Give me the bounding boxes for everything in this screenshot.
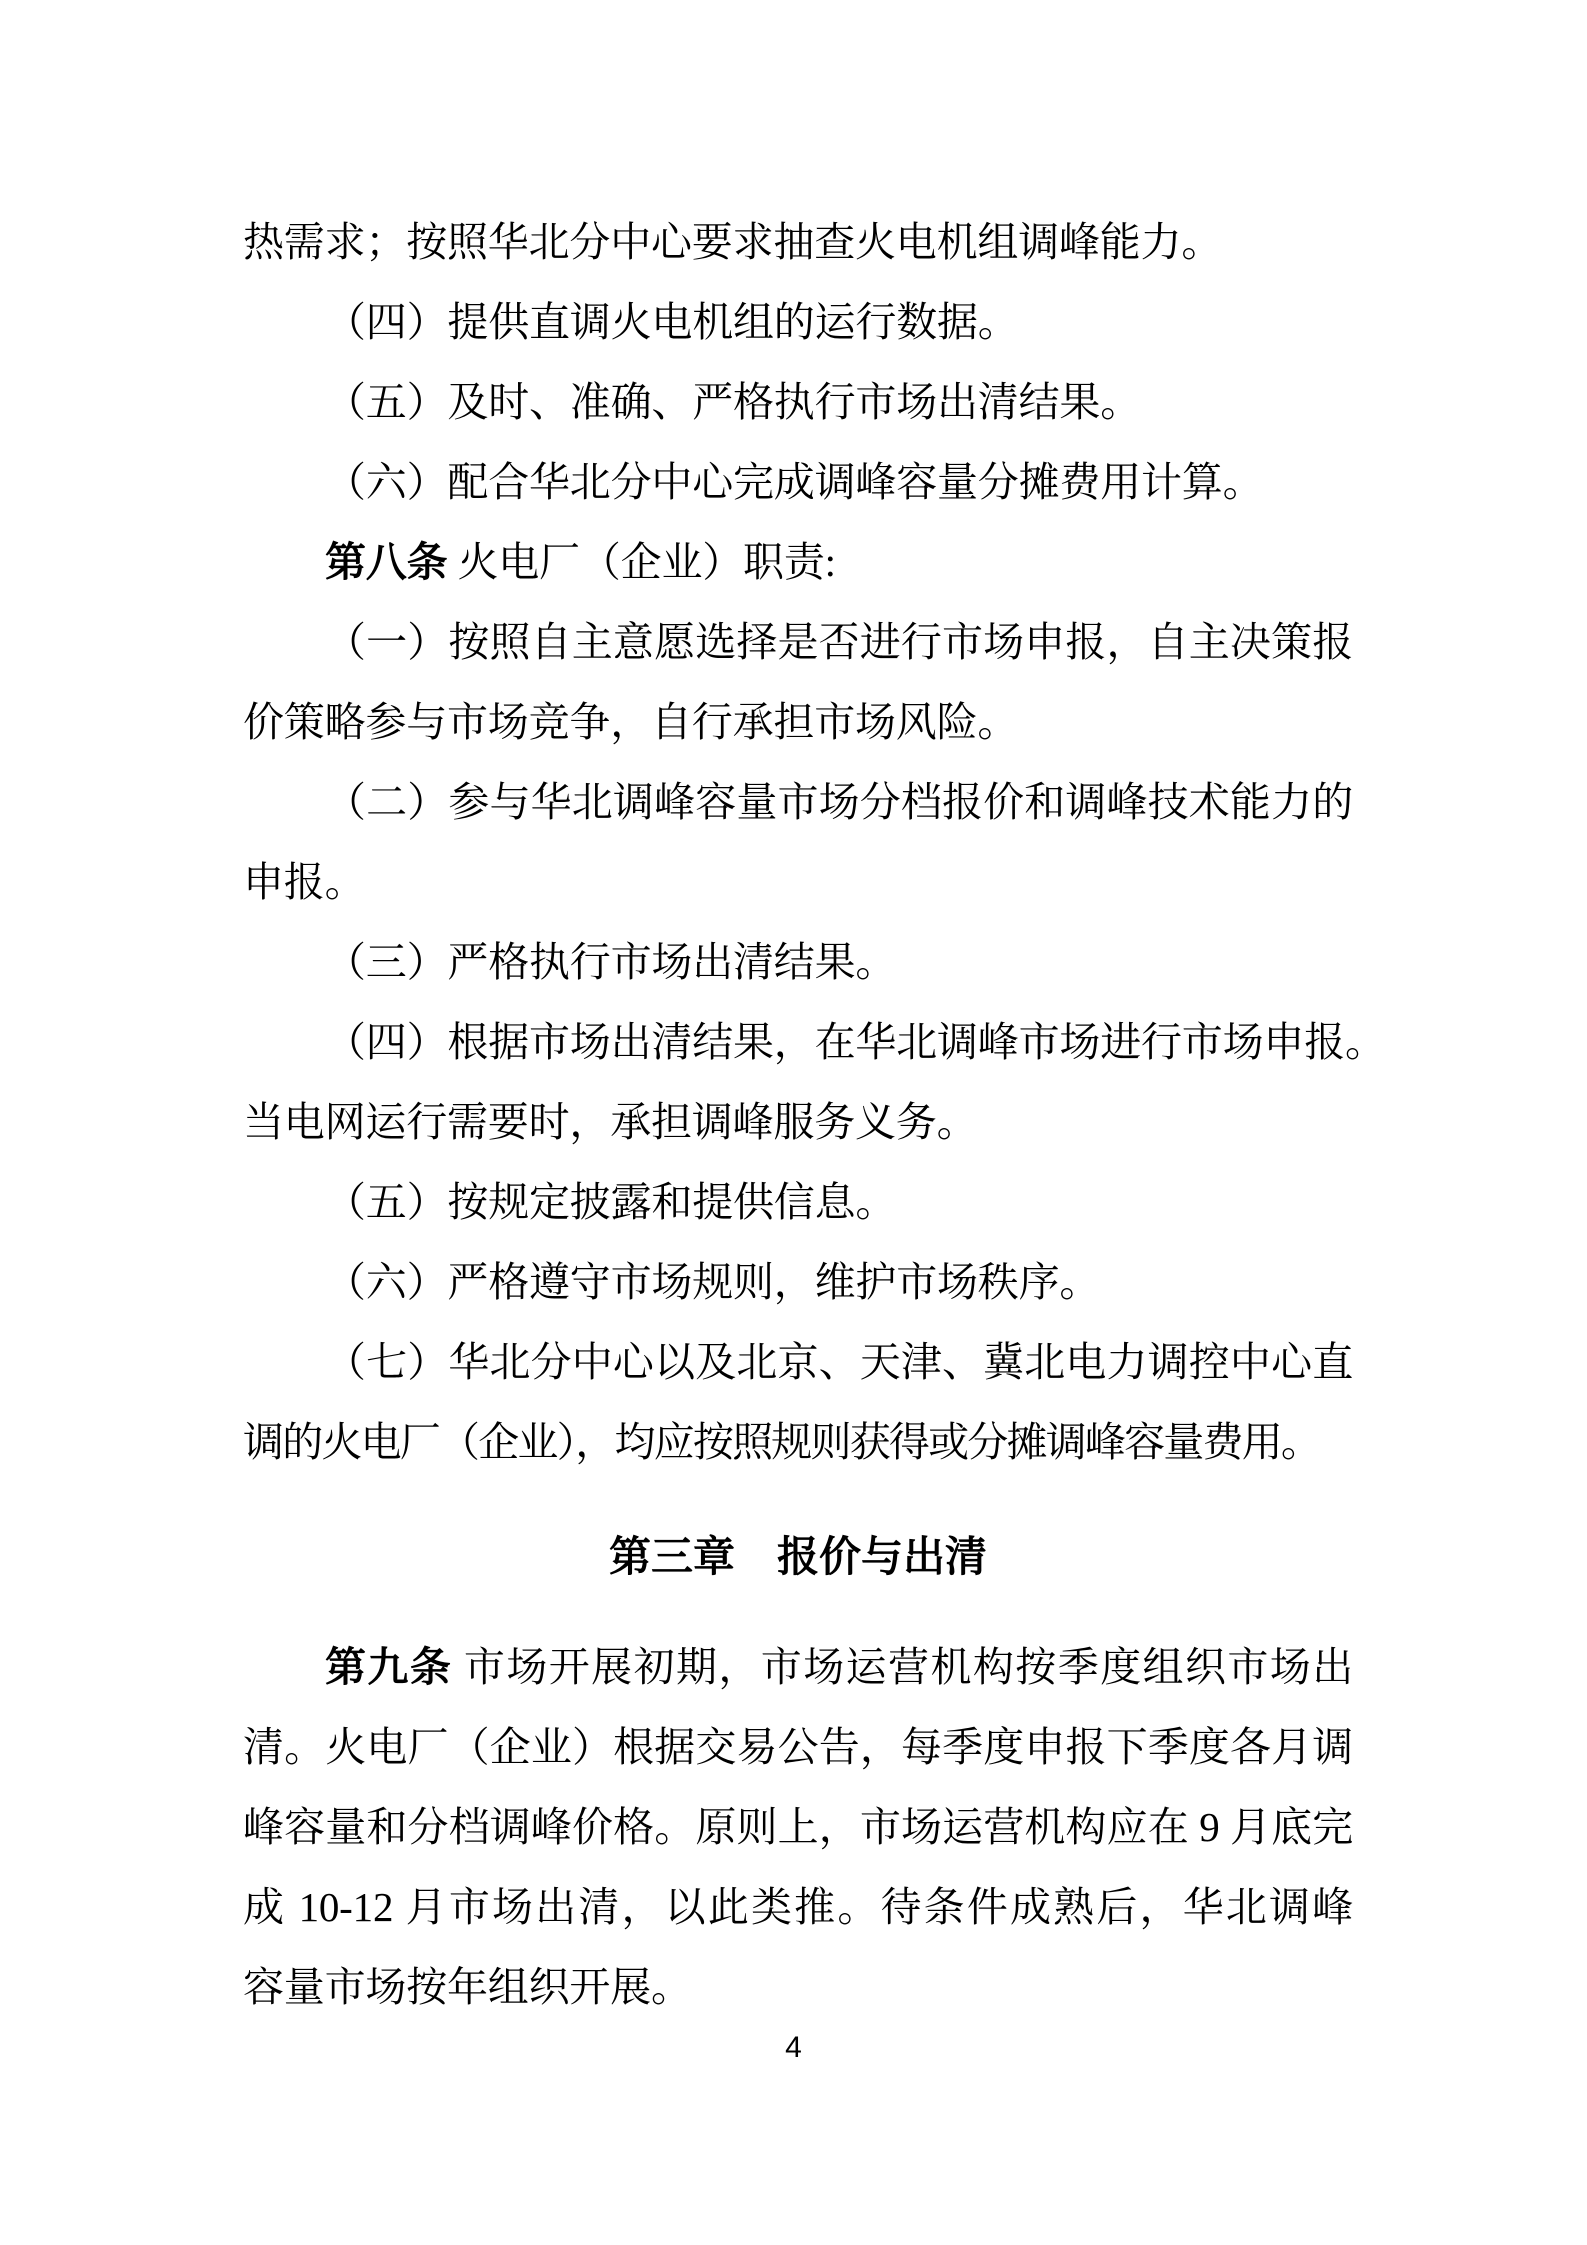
line-text: （六）配合华北分中心完成调峰容量分摊费用计算。 bbox=[325, 459, 1264, 505]
text-line bbox=[243, 762, 1353, 842]
article-number-label: 第八条 bbox=[325, 539, 448, 585]
line-text: （四）提供直调火电机组的运行数据。 bbox=[325, 299, 1019, 345]
text-line bbox=[243, 362, 1353, 442]
text-line bbox=[243, 842, 1353, 922]
text-line bbox=[243, 922, 1353, 1002]
line-text: 调的火电厂（企业），均应按照规则获得或分摊调峰容量费用。 bbox=[243, 1419, 1321, 1465]
chapter-heading bbox=[243, 1517, 1353, 1597]
line-text: 容量市场按年组织开展。 bbox=[243, 1964, 692, 2010]
line-text: 市场开展初期，市场运营机构按季度组织市场出 bbox=[452, 1644, 1353, 1690]
line-text: （四）根据市场出清结果，在华北调峰市场进行市场申报。 bbox=[325, 1019, 1386, 1065]
text-line bbox=[243, 282, 1353, 362]
text-line bbox=[243, 1082, 1353, 1162]
line-text: 申报。 bbox=[243, 859, 366, 905]
line-text: （五）及时、准确、严格执行市场出清结果。 bbox=[325, 379, 1141, 425]
line-text: （一）按照自主意愿选择是否进行市场申报，自主决策报 bbox=[325, 619, 1353, 665]
article-number-label: 第九条 bbox=[325, 1644, 453, 1690]
text-line bbox=[243, 682, 1353, 762]
article-number-label: 第三章 报价与出清 bbox=[608, 1533, 987, 1580]
page-number: 4 bbox=[785, 2031, 802, 2064]
line-text: 成 10-12 月市场出清，以此类推。待条件成熟后，华北调峰 bbox=[243, 1884, 1353, 1930]
line-text: 峰容量和分档调峰价格。原则上，市场运营机构应在 9 月底完 bbox=[243, 1804, 1353, 1850]
text-line bbox=[243, 1002, 1386, 1082]
text-line bbox=[243, 1402, 1353, 1482]
line-text: 热需求；按照华北分中心要求抽查火电机组调峰能力。 bbox=[243, 219, 1223, 265]
line-text: （三）严格执行市场出清结果。 bbox=[325, 939, 897, 985]
text-line bbox=[243, 1787, 1353, 1867]
text-line bbox=[243, 1867, 1353, 1947]
line-text: 当电网运行需要时，承担调峰服务义务。 bbox=[243, 1099, 978, 1145]
line-text: 火电厂（企业）职责: bbox=[447, 539, 836, 585]
text-line bbox=[243, 1627, 1353, 1707]
text-line bbox=[243, 1947, 1353, 2027]
page-content bbox=[243, 202, 1386, 2027]
line-text: （七）华北分中心以及北京、天津、冀北电力调控中心直 bbox=[325, 1339, 1353, 1385]
text-line bbox=[243, 602, 1353, 682]
line-text: （六）严格遵守市场规则，维护市场秩序。 bbox=[325, 1259, 1101, 1305]
text-line bbox=[243, 1242, 1353, 1322]
text-line bbox=[243, 202, 1353, 282]
text-line bbox=[243, 1322, 1353, 1402]
line-text: 价策略参与市场竞争，自行承担市场风险。 bbox=[243, 699, 1019, 745]
line-text: （五）按规定披露和提供信息。 bbox=[325, 1179, 897, 1225]
line-text: 清。火电厂（企业）根据交易公告，每季度申报下季度各月调 bbox=[243, 1724, 1353, 1770]
line-text: （二）参与华北调峰容量市场分档报价和调峰技术能力的 bbox=[325, 779, 1353, 825]
text-line bbox=[243, 442, 1353, 522]
text-line bbox=[243, 1162, 1353, 1242]
text-line bbox=[243, 522, 1353, 602]
text-line bbox=[243, 1707, 1353, 1787]
